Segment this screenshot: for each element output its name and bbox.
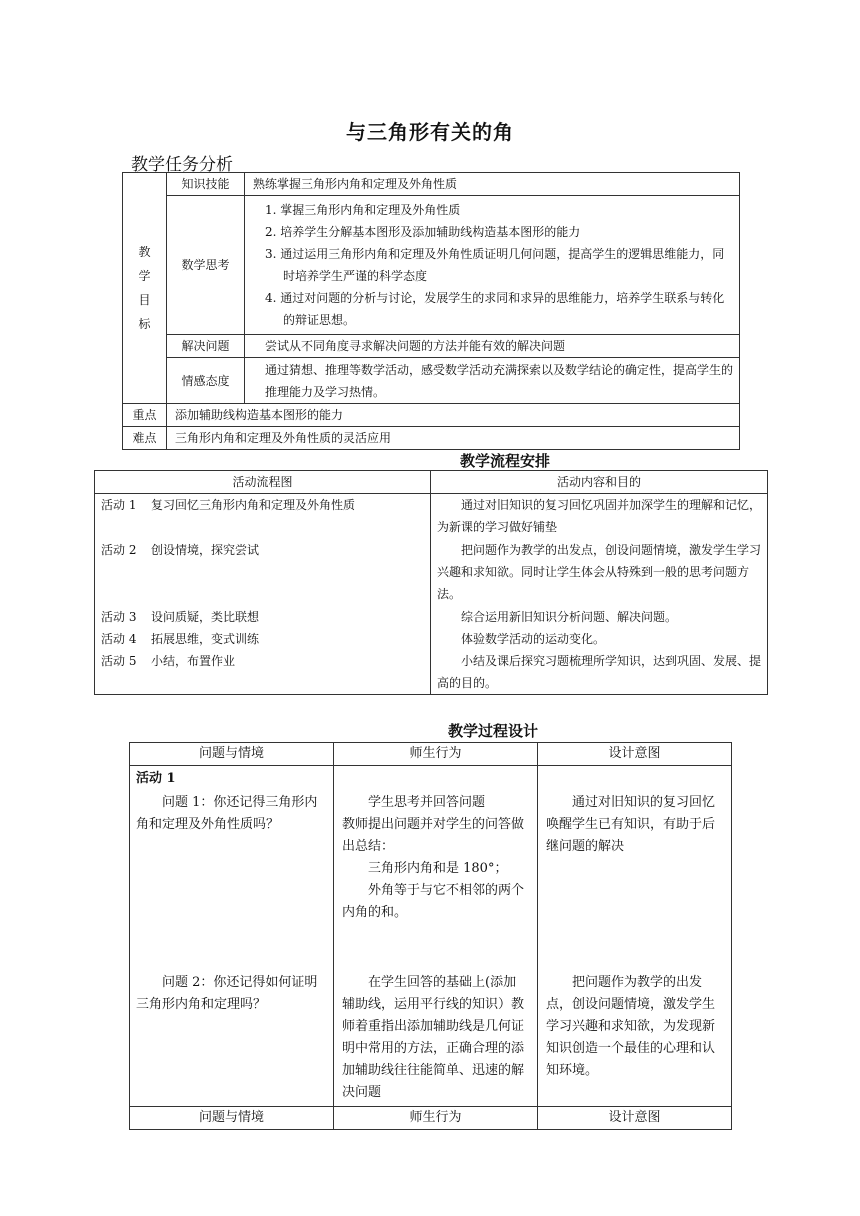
row-thinking (123, 196, 740, 335)
goal-char: 标 (138, 317, 151, 331)
process-col3-header: 设计意图 (538, 743, 732, 766)
flow-purpose: 通过对旧知识的复习回忆巩固并加深学生的理解和记忆，为新课的学习做好铺垫 (437, 498, 762, 534)
row-problem (123, 335, 740, 358)
question-1: 问题 1：你还记得三角形内角和定理及外角性质吗？ (136, 795, 318, 832)
emotion-label: 情感态度 (167, 358, 245, 404)
action-2: 在学生回答的基础上(添加辅助线，运用平行线的知识）教师着重指出添加辅助线是几何证明中常用的方法，正确合理的添加辅助线往往能简单、迅速的解决问题 (342, 975, 525, 1100)
process-col2-header: 师生行为 (334, 743, 538, 766)
flow-purpose: 把问题作为教学的出发点，创设问题情境，激发学生学习兴趣和求知欲。同时让学生体会从特殊到一般的思考问题方法。 (437, 543, 762, 601)
flow-table (94, 470, 768, 695)
flow-activity-list (95, 494, 431, 695)
knowledge-label: 知识技能 (167, 173, 245, 196)
flow-purpose: 小结及课后探究习题梳理所学知识，达到巩固、发展、提高的目的。 (437, 654, 762, 690)
goal-item: 1. 掌握三角形内角和定理及外角性质 (265, 203, 461, 217)
goal-char: 学 (138, 269, 151, 283)
section-heading-flow: 教学流程安排 (460, 452, 551, 470)
key-label: 重点 (123, 404, 167, 427)
action-1 (342, 792, 529, 972)
process-questions (130, 766, 334, 1107)
question-2: 问题 2：你还记得如何证明三角形内角和定理吗？ (136, 975, 318, 1012)
process-intents (538, 766, 732, 1107)
action-1-line: 教师提出问题并对学生的问答做出总结： (342, 817, 525, 854)
goal-label (123, 173, 167, 404)
row-emotion (123, 358, 740, 404)
intent-1: 通过对旧知识的复习回忆唤醒学生已有知识，有助于后继问题的解决 (546, 795, 716, 854)
action-1-line: 三角形内角和是 180°； (368, 861, 508, 876)
goal-char: 目 (138, 293, 151, 307)
process-actions (334, 766, 538, 1107)
flow-activity: 活动 2 创设情境，探究尝试 (101, 543, 260, 557)
flow-activity: 活动 1 复习回忆三角形内角和定理及外角性质 (101, 498, 356, 512)
row-key (123, 404, 740, 427)
goal-char: 教 (138, 245, 151, 259)
goal-item: 2. 培养学生分解基本图形及添加辅助线构造基本图形的能力 (265, 225, 581, 239)
action-1-line: 学生思考并回答问题 (368, 795, 486, 810)
thinking-goals (245, 196, 740, 335)
process-body-row (130, 766, 732, 1107)
knowledge-text: 熟练掌握三角形内角和定理及外角性质 (245, 173, 740, 196)
key-text: 添加辅助线构造基本图形的能力 (167, 404, 740, 427)
problem-label: 解决问题 (167, 335, 245, 358)
flow-col2-header: 活动内容和目的 (431, 471, 768, 494)
difficulty-text: 三角形内角和定理及外角性质的灵活应用 (167, 427, 740, 450)
flow-purpose: 综合运用新旧知识分析问题、解决问题。 (461, 610, 678, 624)
task-analysis-table (122, 172, 740, 450)
section-heading-task-analysis: 教学任务分析 (131, 155, 233, 175)
problem-text: 尝试从不同角度寻求解决问题的方法并能有效的解决问题 (245, 335, 740, 358)
process-footer-row (130, 1107, 732, 1130)
flow-activity: 活动 4 拓展思维，变式训练 (101, 632, 260, 646)
flow-purpose: 体验数学活动的运动变化。 (461, 632, 606, 646)
flow-header-row (95, 471, 768, 494)
goal-item: 3. 通过运用三角形内角和定理及外角性质证明几何问题，提高学生的逻辑思维能力，同时培养学生严谨的科学态度 (265, 247, 725, 283)
emotion-text: 通过猜想、推理等数学活动，感受数学活动充满探索以及数学结论的确定性，提高学生的推理能力及学习热情。 (245, 358, 740, 404)
row-difficulty (123, 427, 740, 450)
thinking-label: 数学思考 (167, 196, 245, 335)
flow-purpose-list (431, 494, 768, 695)
flow-col1-header: 活动流程图 (95, 471, 431, 494)
flow-activity: 活动 3 设问质疑，类比联想 (101, 610, 260, 624)
page-title: 与三角形有关的角 (346, 120, 514, 144)
process-col1-footer: 问题与情境 (130, 1107, 334, 1130)
goal-item: 4. 通过对问题的分析与讨论，发展学生的求同和求异的思维能力，培养学生联系与转化的辩证思想。 (265, 291, 725, 327)
section-heading-process: 教学过程设计 (448, 722, 539, 740)
action-1-line: 外角等于与它不相邻的两个内角的和。 (342, 883, 525, 920)
difficulty-label: 难点 (123, 427, 167, 450)
flow-body-row (95, 494, 768, 695)
intent-2: 把问题作为教学的出发点，创设问题情境，激发学生学习兴趣和求知欲，为发现新知识创造一个最佳的心理和认知环境。 (546, 975, 716, 1078)
process-header-row (130, 743, 732, 766)
activity-label: 活动 1 (136, 771, 176, 786)
flow-activity: 活动 5 小结，布置作业 (101, 654, 236, 668)
process-col3-footer: 设计意图 (538, 1107, 732, 1130)
process-col2-footer: 师生行为 (334, 1107, 538, 1130)
process-table (129, 742, 732, 1130)
row-knowledge (123, 173, 740, 196)
process-col1-header: 问题与情境 (130, 743, 334, 766)
